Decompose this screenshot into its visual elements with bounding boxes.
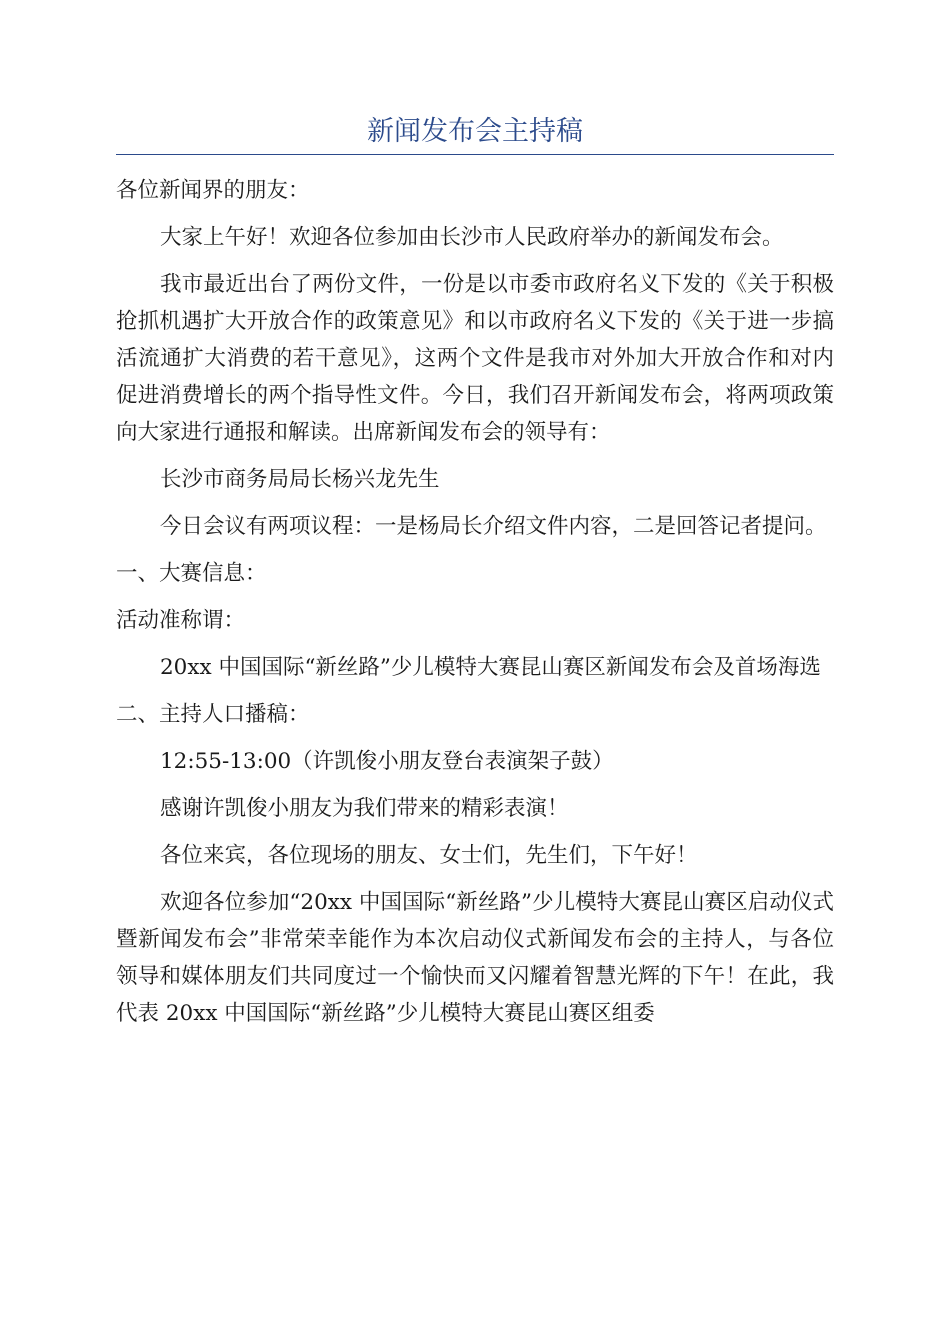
paragraph: 20xx 中国国际“新丝路”少儿模特大赛昆山赛区新闻发布会及首场海选 [160, 655, 821, 680]
paragraph: 欢迎各位参加“20xx 中国国际“新丝路”少儿模特大赛昆山赛区启动仪式暨新闻发布会”非常荣幸能作为本次启动仪式新闻发布会的主持人，与各位领导和媒体朋友们共同度过一个愉快而又闪耀着智慧光辉的下午！在此，我代表 20xx 中国国际“新丝路”少儿模特大赛昆山赛区组委 [116, 890, 834, 1026]
paragraph: 大家上午好！欢迎各位参加由长沙市人民政府举办的新闻发布会。 [160, 225, 784, 250]
paragraph: 今日会议有两项议程：一是杨局长介绍文件内容，二是回答记者提问。 [160, 514, 827, 539]
section-heading: 一、大赛信息： [116, 561, 267, 586]
paragraph: 长沙市商务局局长杨兴龙先生 [160, 467, 440, 492]
paragraph: 我市最近出台了两份文件，一份是以市委市政府名义下发的《关于积极抢抓机遇扩大开放合作的政策意见》和以市政府名义下发的《关于进一步搞活流通扩大消费的若干意见》，这两个文件是我市对外加大开放合作和对内促进消费增长的两个指导性文件。今日，我们召开新闻发布会，将两项政策向大家进行通报和解读。出席新闻发布会的领导有： [116, 272, 834, 445]
document-title: 新闻发布会主持稿 [367, 116, 583, 147]
paragraph: 各位来宾，各位现场的朋友、女士们，先生们，下午好！ [160, 843, 698, 868]
document-body [116, 172, 834, 1042]
paragraph: 各位新闻界的朋友： [116, 178, 310, 203]
title-underline [116, 154, 834, 155]
section-heading: 二、主持人口播稿： [116, 702, 310, 727]
paragraph: 活动准称谓： [116, 608, 246, 633]
paragraph: 12:55-13:00（许凯俊小朋友登台表演架子鼓） [160, 749, 614, 774]
paragraph: 感谢许凯俊小朋友为我们带来的精彩表演！ [160, 796, 569, 821]
